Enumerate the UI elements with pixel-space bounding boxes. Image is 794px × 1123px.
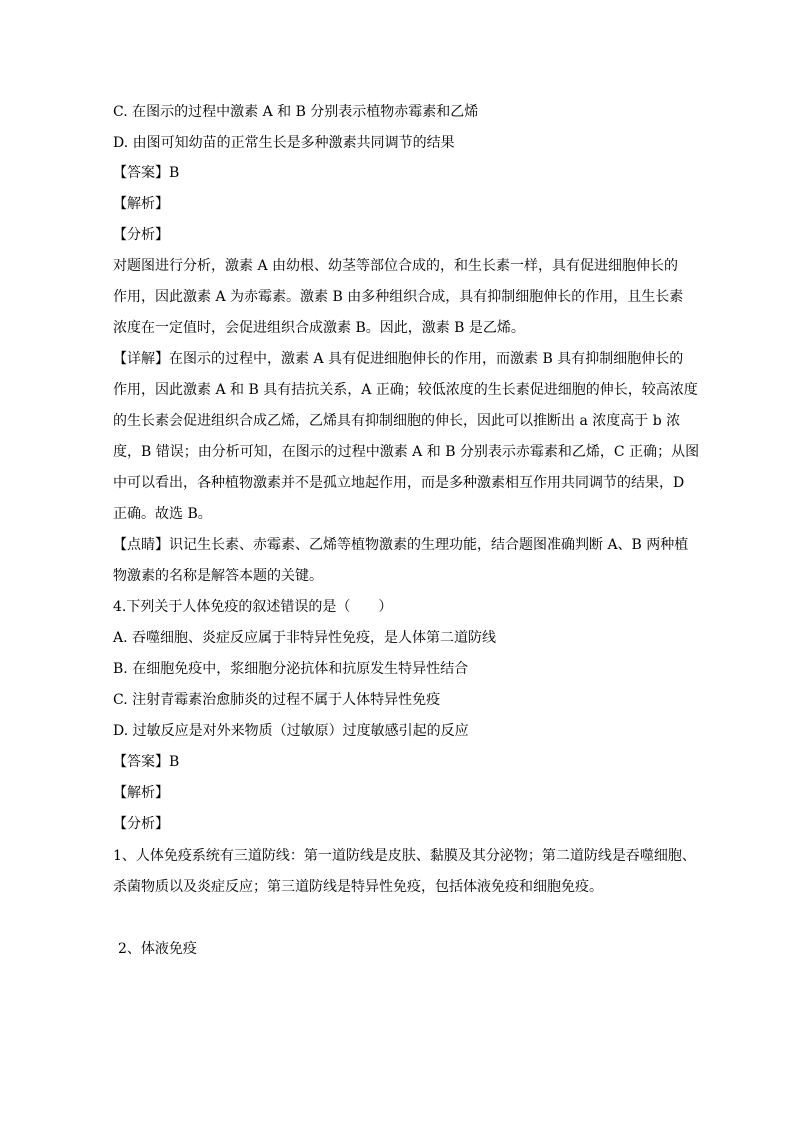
option-c: C. 注射青霉素治愈肺炎的过程不属于人体特异性免疫 — [113, 692, 441, 708]
question-4: 4.下列关于人体免疫的叙述错误的是（ ） — [113, 599, 393, 615]
answer-label: 【答案】B — [113, 754, 180, 770]
detail-line: 的生长素会促进组织合成乙烯，乙烯具有抑制细胞的伸长，因此可以推断出 a 浓度高于 b 浓 — [113, 413, 681, 429]
analysis-heading: 【解析】 — [113, 196, 169, 212]
paragraph-line: 作用，因此激素 A 为赤霉素。激素 B 由多种组织合成，具有抑制细胞伸长的作用，且生长素 — [113, 289, 684, 305]
key-point-line: 物激素的名称是解答本题的关键。 — [113, 568, 323, 584]
paragraph-line: 浓度在一定值时，会促进组织合成激素 B。因此，激素 B 是乙烯。 — [113, 320, 525, 336]
answer-label: 【答案】B — [113, 165, 180, 181]
detail-line: 中可以看出，各种植物激素并不是孤立地起作用，而是多种激素相互作用共同调节的结果，D — [113, 475, 685, 491]
detail-line: 正确。故选 B。 — [113, 506, 212, 522]
paragraph-line: 杀菌物质以及炎症反应；第三道防线是特异性免疫，包括体液免疫和细胞免疫。 — [113, 879, 603, 895]
fenxi-heading: 【分析】 — [113, 816, 169, 832]
fenxi-heading: 【分析】 — [113, 227, 169, 243]
paragraph-line: 对题图进行分析，激素 A 由幼根、幼茎等部位合成的，和生长素一样，具有促进细胞伸长的 — [113, 258, 679, 274]
detail-line: 度，B 错误；由分析可知，在图示的过程中激素 A 和 B 分别表示赤霉素和乙烯，C 正确；从图 — [113, 444, 700, 460]
paragraph-line: 2、体液免疫 — [118, 941, 197, 957]
option-b: B. 在细胞免疫中，浆细胞分泌抗体和抗原发生特异性结合 — [113, 661, 469, 677]
detail-line: 【详解】在图示的过程中，激素 A 具有促进细胞伸长的作用，而激素 B 具有抑制细胞伸长的 — [113, 351, 684, 367]
detail-line: 作用，因此激素 A 和 B 具有拮抗关系，A 正确；较低浓度的生长素促进细胞的伸长，较高浓度 — [113, 382, 698, 398]
option-a: A. 吞噬细胞、炎症反应属于非特异性免疫，是人体第二道防线 — [113, 630, 497, 646]
analysis-heading: 【解析】 — [113, 785, 169, 801]
option-d: D. 由图可知幼苗的正常生长是多种激素共同调节的结果 — [113, 135, 455, 151]
key-point-line: 【点睛】识记生长素、赤霉素、乙烯等植物激素的生理功能，结合题图准确判断 A、B 两种植 — [113, 537, 689, 553]
option-d: D. 过敏反应是对外来物质（过敏原）过度敏感引起的反应 — [113, 723, 469, 739]
option-c: C. 在图示的过程中激素 A 和 B 分别表示植物赤霉素和乙烯 — [113, 104, 479, 120]
paragraph-line: 1、人体免疫系统有三道防线：第一道防线是皮肤、黏膜及其分泌物；第二道防线是吞噬细胞、 — [113, 848, 696, 864]
